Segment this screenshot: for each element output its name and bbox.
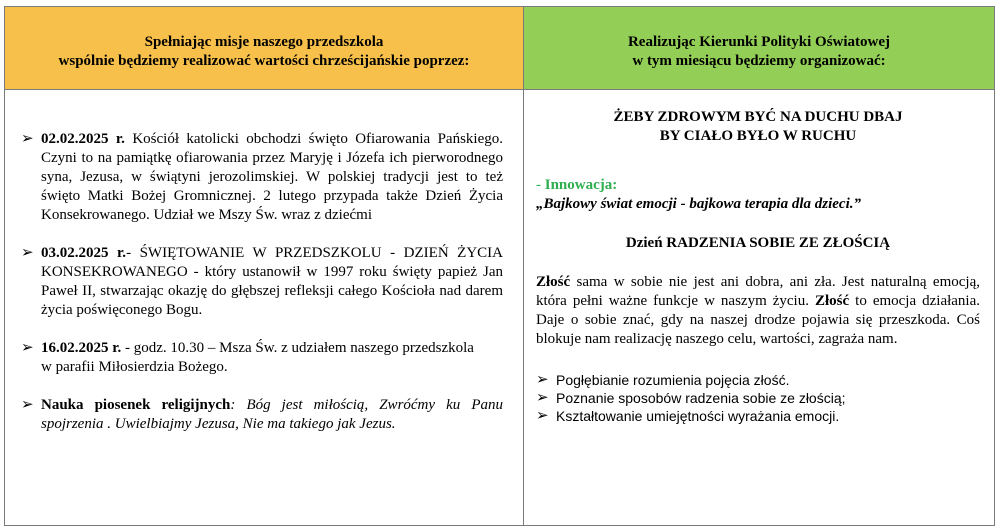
anger-word: Złość (814, 293, 850, 309)
arrow-bullet-icon: ➢ (21, 397, 34, 413)
motto-line2: BY CIAŁO BYŁO W RUCHU (659, 128, 857, 144)
innovation-dash: - (536, 177, 545, 193)
innovation-heading (536, 176, 980, 195)
motto-line1: ŻEBY ZDROWYM BYĆ NA DUCHU DBAJ (613, 109, 903, 125)
motto-title (536, 108, 980, 146)
arrow-bullet-icon: ➢ (21, 245, 34, 261)
songs-list: : Bóg jest miłością, Zwróćmy ku Panu spojrzenia . Uwielbiajmy Jezusa, Nie ma takiego jak Jezus. (41, 397, 503, 432)
right-header-line2: w tym miesiącu będziemy organizować: (632, 53, 886, 69)
goal-item (536, 407, 980, 425)
goal-item (536, 371, 980, 389)
innovation-label: Innowacja: (544, 177, 618, 193)
list-item-feb-16 (21, 339, 503, 377)
arrow-bullet-icon: ➢ (536, 390, 549, 406)
list-item-songs (21, 396, 503, 434)
program-table (4, 6, 995, 526)
left-content-cell (5, 90, 524, 526)
arrow-bullet-icon: ➢ (536, 408, 549, 424)
right-content-cell (524, 90, 995, 526)
goal-text: Kształtowanie umiejętności wyrażania emocji. (556, 408, 840, 424)
list-item-feb-02 (21, 130, 503, 225)
left-header (5, 7, 523, 71)
songs-label: Nauka piosenek religijnych (41, 397, 231, 413)
right-header-line1: Realizując Kierunki Polityki Oświatowej (627, 34, 891, 50)
paragraph-part1: sama w sobie nie jest ani dobra, ani zła. Jest naturalną emocją, która pełni ważne funkcje w naszym życiu. (536, 274, 980, 309)
paragraph-part2: to emocja działania. Daje o sobie znać, gdy na naszej drodze pojawia się przeszkoda. Coś blokuje nam realizację naszego celu, wartości, zagraża nam. (536, 293, 981, 347)
event-text-line2: w parafii Miłosierdzia Bożego. (41, 359, 228, 375)
right-header-cell (524, 7, 995, 90)
innovation-title: „Bajkowy świat emocji - bajkowa terapia dla dzieci.” (536, 196, 861, 212)
right-header (524, 7, 994, 71)
list-item-feb-03 (21, 244, 503, 320)
event-date: 02.02.2025 r. (41, 131, 125, 147)
event-text: - ŚWIĘTOWANIE W PRZEDSZKOLU - DZIEŃ ŻYCIA KONSEKROWANEGO - który ustanowił w 1997 roku święty papież Jan Paweł II, stwarzając okazję do głębszej refleksji całego Kościoła nad darem życia poświęconego Bogu. (41, 245, 503, 318)
event-text: Kościół katolicki obchodzi święto Ofiarowania Pańskiego. Czyni to na pamiątkę ofiarowania przez Maryję i Józefa ich pierworodnego syna, Jezusa, w świątyni jerozolimskiej. W polskiej tradycji jest to też święto Matki Bożej Gromnicznej. 2 lutego przypada także Dzień Życia Konsekrowanego. Udział we Mszy Św. wraz z dziećmi (41, 131, 504, 223)
goal-item (536, 389, 980, 407)
goal-text: Pogłębianie rozumienia pojęcia złość. (556, 372, 790, 388)
day-title: Dzień RADZENIA SOBIE ZE ZŁOŚCIĄ (625, 235, 891, 251)
arrow-bullet-icon: ➢ (536, 372, 549, 388)
left-header-line1: Spełniając misje naszego przedszkola (144, 34, 384, 50)
event-date: 16.02.2025 r. (41, 340, 122, 356)
goal-text: Poznanie sposobów radzenia sobie ze złością; (556, 390, 846, 406)
anger-word: Złość (536, 274, 571, 290)
event-text: - godz. 10.30 – Msza Św. z udziałem naszego przedszkola (121, 340, 474, 356)
arrow-bullet-icon: ➢ (21, 340, 34, 356)
left-header-cell (5, 7, 524, 90)
event-date: 03.02.2025 r. (41, 245, 127, 261)
left-header-line2: wspólnie będziemy realizować wartości chrześcijańskie poprzez: (58, 53, 470, 69)
arrow-bullet-icon: ➢ (21, 131, 34, 147)
anger-paragraph (536, 273, 980, 349)
